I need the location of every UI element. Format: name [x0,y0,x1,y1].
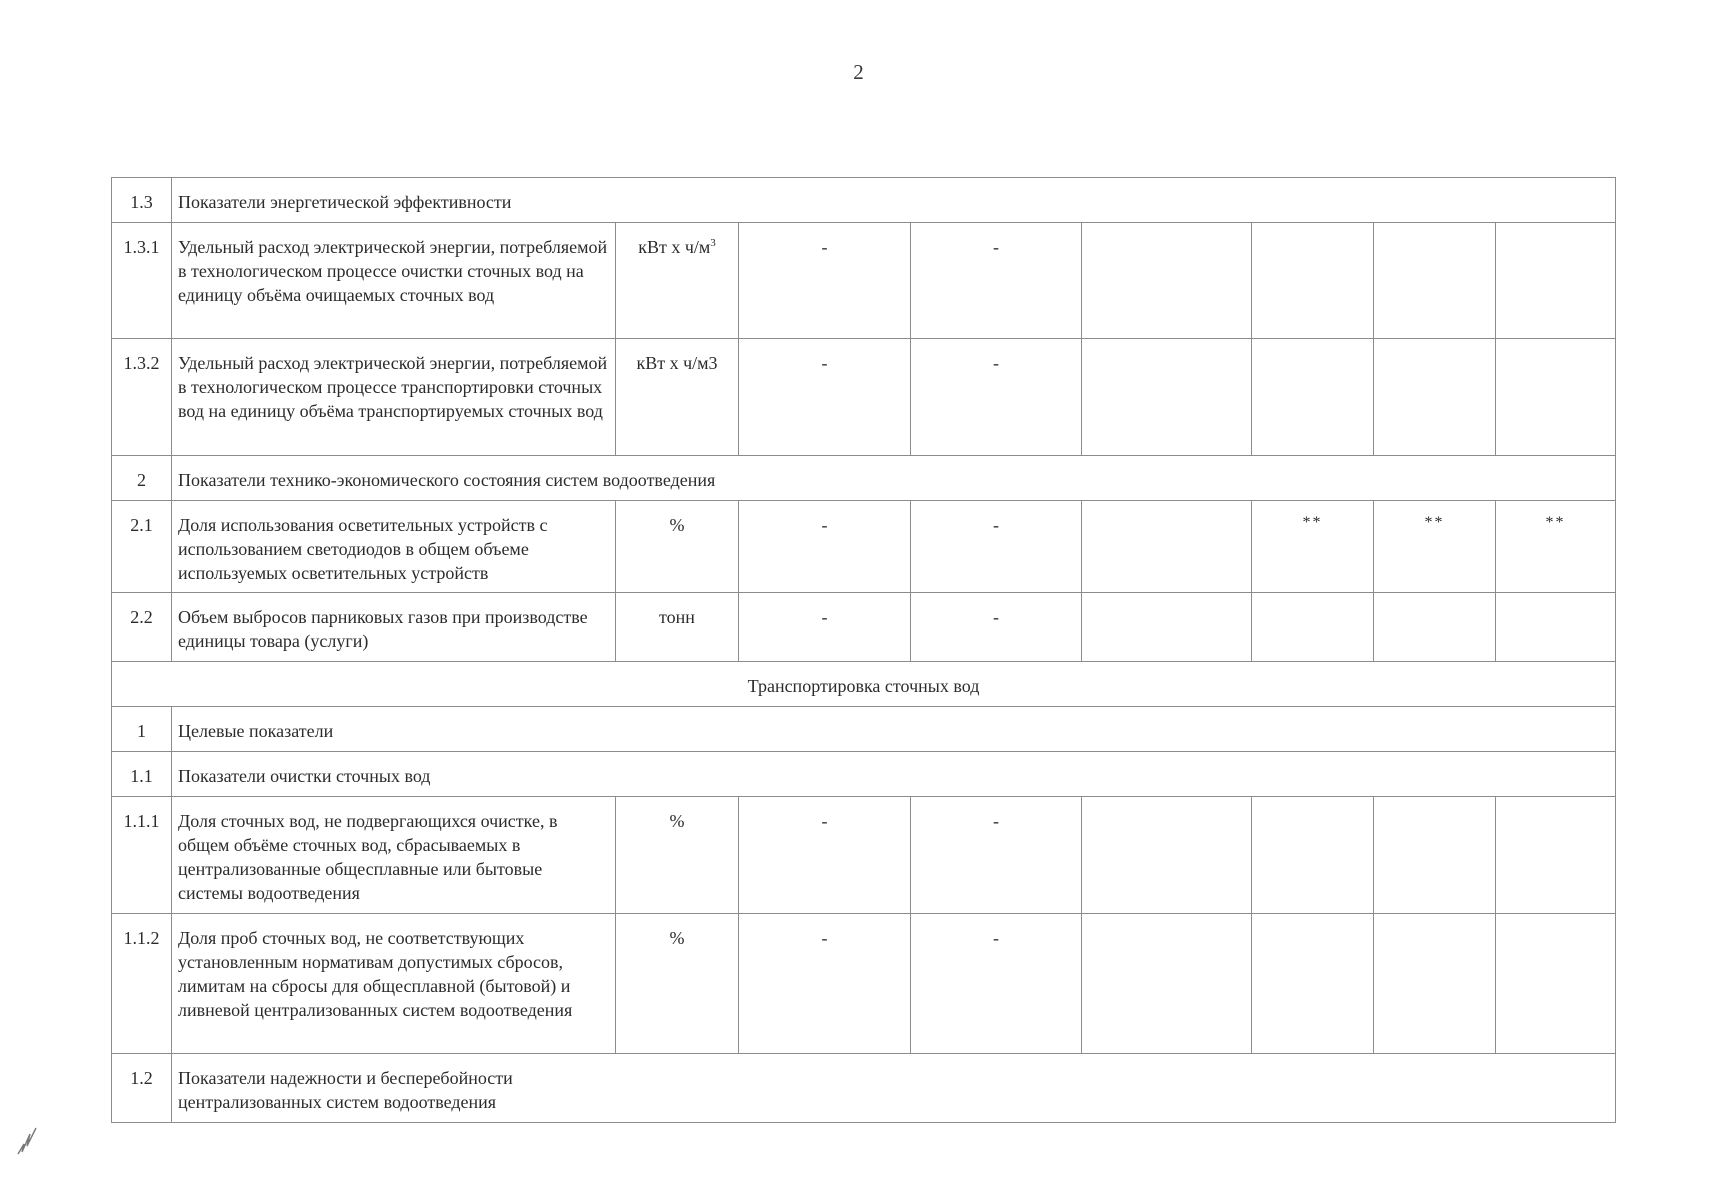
indicator-name: Доля сточных вод, не подвергающихся очистке, в общем объёме сточных вод, сбрасываемых в централизованные общесплавные или бытовые системы водоотведения [172,797,616,914]
value-cell [1082,339,1252,456]
value-cell [1252,914,1374,1054]
value-cell [1374,914,1496,1054]
row-number: 2.2 [112,593,172,662]
value-cell [1082,797,1252,914]
section-row [112,707,1616,752]
value-cell: ** [1252,501,1374,593]
section-row [112,456,1616,501]
value-cell [1252,339,1374,456]
value-cell [1082,501,1252,593]
unit-cell: % [616,914,739,1054]
pen-mark-icon [14,1122,42,1158]
table-row [112,593,1616,662]
table-row [112,223,1616,339]
row-number: 2.1 [112,501,172,593]
section-title: Показатели технико-экономического состояния систем водоотведения [172,456,1616,501]
row-number: 1.1.1 [112,797,172,914]
row-number: 1.1 [112,752,172,797]
value-cell [1082,593,1252,662]
value-cell: - [739,501,911,593]
indicator-name: Объем выбросов парниковых газов при производстве единицы товара (услуги) [172,593,616,662]
row-number: 2 [112,456,172,501]
row-number: 1.3.2 [112,339,172,456]
table-row [112,797,1616,914]
value-cell [1252,797,1374,914]
value-cell [1082,914,1252,1054]
value-cell: - [911,501,1082,593]
value-cell: - [739,339,911,456]
value-cell: - [739,797,911,914]
value-cell [1252,223,1374,339]
value-cell: - [739,593,911,662]
unit-cell: кВт х ч/м3 [616,339,739,456]
value-cell: ** [1374,501,1496,593]
indicator-name: Удельный расход электрической энергии, потребляемой в технологическом процессе очистки сточных вод на единицу объёма очищаемых сточных вод [172,223,616,339]
value-cell [1496,593,1616,662]
value-cell [1496,914,1616,1054]
indicator-name: Удельный расход электрической энергии, потребляемой в технологическом процессе транспортировки сточных вод на единицу объёма транспортируемых сточных вод [172,339,616,456]
value-cell [1252,593,1374,662]
section-row [112,1054,1616,1123]
group-heading-row [112,662,1616,707]
value-cell [1374,593,1496,662]
section-title: Целевые показатели [172,707,1616,752]
unit-cell: % [616,797,739,914]
section-row [112,178,1616,223]
unit-cell: % [616,501,739,593]
value-cell: - [911,223,1082,339]
value-cell: ** [1496,501,1616,593]
row-number: 1.3.1 [112,223,172,339]
value-cell: - [911,593,1082,662]
row-number: 1.1.2 [112,914,172,1054]
unit-text: кВт х ч/м [638,237,711,257]
table-row [112,501,1616,593]
indicator-name: Доля проб сточных вод, не соответствующих установленным нормативам допустимых сбросов, лимитам на сбросы для общесплавной (бытовой) и ливневой централизованных систем водоотведения [172,914,616,1054]
unit-cell: тонн [616,593,739,662]
page-number: 2 [853,60,864,84]
table-row [112,339,1616,456]
indicator-name: Доля использования осветительных устройств с использованием светодиодов в общем объеме используемых осветительных устройств [172,501,616,593]
value-cell: - [911,797,1082,914]
value-cell [1082,223,1252,339]
value-cell [1374,339,1496,456]
section-title: Показатели надежности и бесперебойности централизованных систем водоотведения [172,1054,1616,1123]
value-cell: - [739,223,911,339]
value-cell [1374,797,1496,914]
indicators-table [111,177,1616,1123]
value-cell [1374,223,1496,339]
row-number: 1.3 [112,178,172,223]
group-heading: Транспортировка сточных вод [112,662,1616,707]
value-cell [1496,223,1616,339]
value-cell: - [911,339,1082,456]
section-row [112,752,1616,797]
section-title: Показатели энергетической эффективности [172,178,1616,223]
value-cell [1496,339,1616,456]
value-cell: - [739,914,911,1054]
unit-superscript: 3 [710,237,716,249]
section-title: Показатели очистки сточных вод [172,752,1616,797]
value-cell [1496,797,1616,914]
table-row [112,914,1616,1054]
row-number: 1 [112,707,172,752]
unit-cell [616,223,739,339]
row-number: 1.2 [112,1054,172,1123]
value-cell: - [911,914,1082,1054]
